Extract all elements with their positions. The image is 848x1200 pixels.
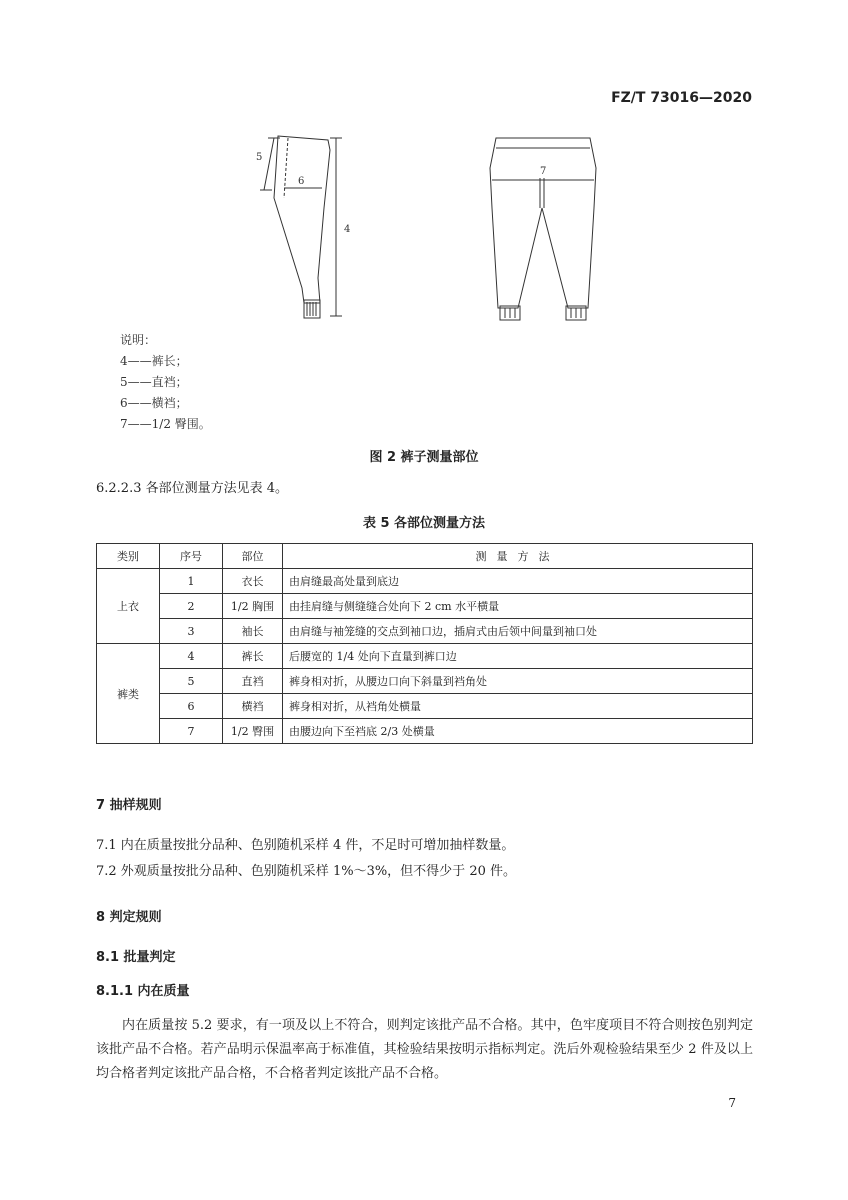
table-caption: 表 5 各部位测量方法 <box>362 516 486 531</box>
table-row <box>97 694 753 719</box>
table-row <box>97 569 753 594</box>
legend-item: 6——横裆； <box>120 396 188 410</box>
category-cell: 上衣 <box>97 569 160 644</box>
part-cell: 裤长 <box>223 644 283 669</box>
clause-7-2: 7.2 外观质量按批分品种、色别随机采样 1%～3%，但不得少于 20 件。 <box>96 864 516 879</box>
section-7-title: 7 抽样规则 <box>96 798 162 813</box>
trousers-side-view <box>260 136 342 318</box>
legend-item: 7——1/2 臀围。 <box>120 417 211 431</box>
number-cell: 3 <box>160 619 223 644</box>
header-method: 测量方法 <box>283 544 753 569</box>
legend-item: 5——直裆； <box>120 375 188 389</box>
trousers-measurement-figure <box>250 128 610 328</box>
part-cell: 直裆 <box>223 669 283 694</box>
table-row <box>97 669 753 694</box>
table-header-row <box>97 544 753 569</box>
measurement-method-table <box>96 543 753 744</box>
dim-label-6: 6 <box>298 176 305 187</box>
figure-caption: 图 2 裤子测量部位 <box>369 450 479 465</box>
number-cell: 5 <box>160 669 223 694</box>
method-cell: 裤身相对折，从腰边口向下斜量到裆角处 <box>283 669 753 694</box>
clause-6-2-2-3: 6.2.2.3 各部位测量方法见表 4。 <box>96 481 289 496</box>
section-8-1-title: 8.1 批量判定 <box>96 950 176 965</box>
number-cell: 6 <box>160 694 223 719</box>
method-cell: 由腰边向下至裆底 2/3 处横量 <box>283 719 753 744</box>
table-row <box>97 619 753 644</box>
dim-label-7: 7 <box>540 166 547 177</box>
number-cell: 1 <box>160 569 223 594</box>
method-cell: 由肩缝最高处量到底边 <box>283 569 753 594</box>
method-cell: 后腰宽的 1/4 处向下直量到裤口边 <box>283 644 753 669</box>
table-row <box>97 594 753 619</box>
part-cell: 衣长 <box>223 569 283 594</box>
section-8-1-1-title: 8.1.1 内在质量 <box>96 984 190 999</box>
part-cell: 1/2 臀围 <box>223 719 283 744</box>
table-row <box>97 644 753 669</box>
page-number: 7 <box>728 1096 736 1110</box>
method-cell: 由肩缝与袖笼缝的交点到袖口边，插肩式由后领中间量到袖口处 <box>283 619 753 644</box>
part-cell: 1/2 胸围 <box>223 594 283 619</box>
part-cell: 袖长 <box>223 619 283 644</box>
method-cell: 由挂肩缝与侧缝缝合处向下 2 cm 水平横量 <box>283 594 753 619</box>
legend-item: 4——裤长； <box>120 354 188 368</box>
clause-8-1-1-body: 内在质量按 5.2 要求，有一项及以上不符合，则判定该批产品不合格。其中，色牢度项目不符合则按色别判定该批产品不合格。若产品明示保温率高于标准值，其检验结果按明示指标判定。洗后外观检验结果至少 2 件及以上均合格者判定该批产品合格，不合格者判定该批产品不合格。 <box>96 1018 753 1081</box>
number-cell: 4 <box>160 644 223 669</box>
part-cell: 横裆 <box>223 694 283 719</box>
section-8-title: 8 判定规则 <box>96 910 162 925</box>
header-category: 类别 <box>97 544 160 569</box>
number-cell: 7 <box>160 719 223 744</box>
table-row <box>97 719 753 744</box>
header-part: 部位 <box>223 544 283 569</box>
header-number: 序号 <box>160 544 223 569</box>
category-cell: 裤类 <box>97 644 160 744</box>
clause-7-1: 7.1 内在质量按批分品种、色别随机采样 4 件，不足时可增加抽样数量。 <box>96 838 515 853</box>
number-cell: 2 <box>160 594 223 619</box>
figure-legend <box>120 330 211 435</box>
dim-label-4: 4 <box>344 224 351 235</box>
legend-title: 说明： <box>120 333 157 347</box>
standard-number: FZ/T 73016—2020 <box>611 90 752 106</box>
dim-label-5: 5 <box>256 152 263 163</box>
method-cell: 裤身相对折，从裆角处横量 <box>283 694 753 719</box>
